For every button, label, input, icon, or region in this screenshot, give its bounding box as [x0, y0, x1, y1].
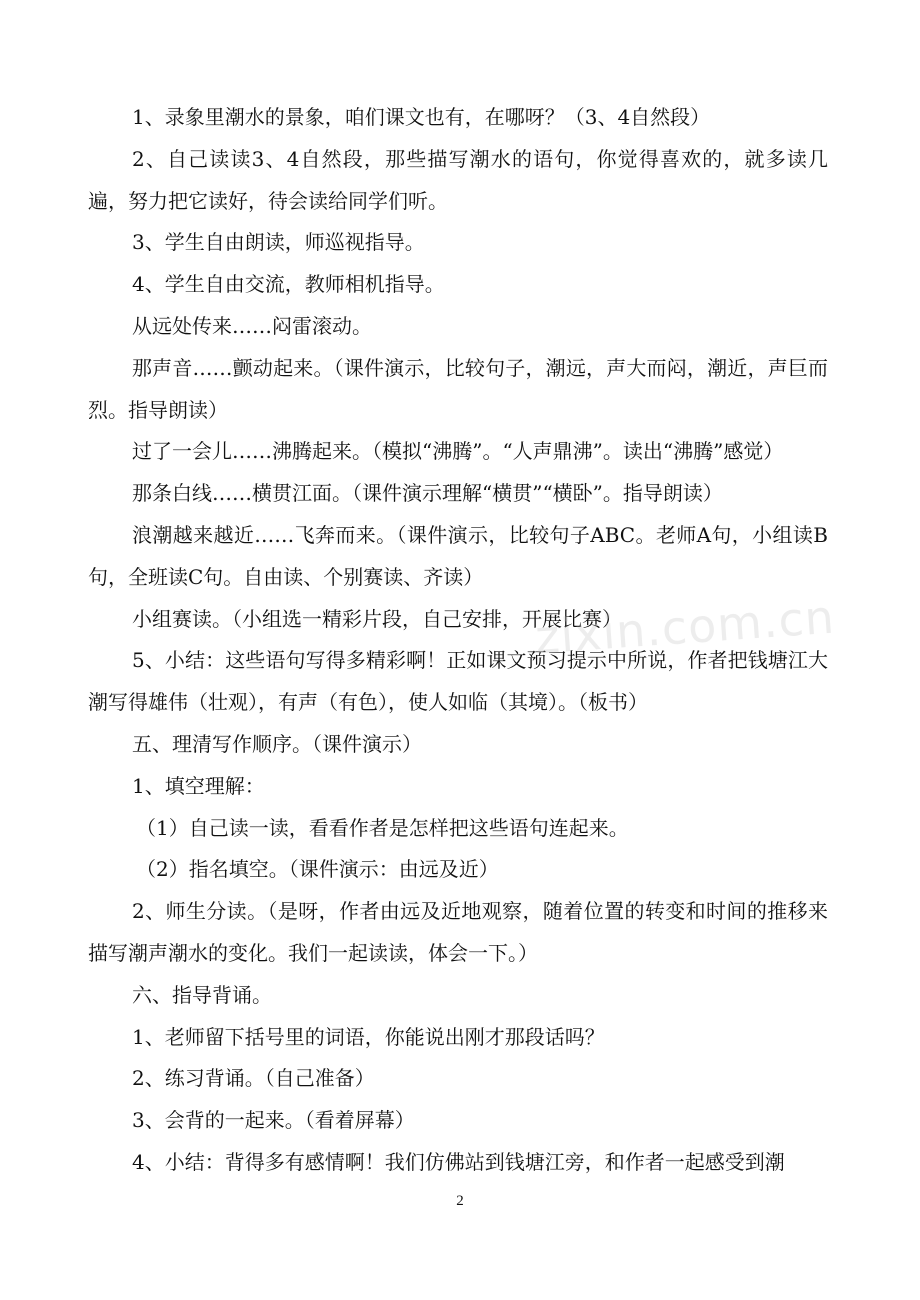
paragraph-20: 3、会背的一起来。（看着屏幕）: [132, 1108, 415, 1133]
paragraph-7: 过了一会儿……沸腾起来。（模拟“沸腾”。“人声鼎沸”。读出“沸腾”感觉）: [132, 439, 784, 464]
section-heading-6: 六、指导背诵。: [132, 982, 272, 1007]
paragraph-5: 从远处传来……闷雷滚动。: [132, 313, 372, 338]
paragraph-4: 4、学生自由交流，教师相机指导。: [132, 272, 445, 297]
watermark: zixin.com.cn: [533, 589, 837, 665]
paragraph-19: 2、练习背诵。（自己准备）: [132, 1066, 375, 1091]
paragraph-14: （1）自己读一读，看看作者是怎样把这些语句连起来。: [136, 815, 629, 840]
paragraph-2: 2、自己读读3、4自然段，那些描写潮水的语句，你觉得喜欢的，就多读几遍，努力把它读好，待会读给同学们听。: [88, 146, 828, 213]
paragraph-10: 小组赛读。（小组选一精彩片段，自己安排，开展比赛）: [132, 606, 622, 631]
section-heading-5: 五、理清写作顺序。（课件演示）: [132, 731, 422, 756]
page-number: 2: [456, 1193, 464, 1209]
paragraph-3: 3、学生自由朗读，师巡视指导。: [132, 230, 425, 255]
paragraph-8: 那条白线……横贯江面。（课件演示理解“横贯”“横卧”。指导朗读）: [132, 481, 723, 506]
paragraph-11: 5、小结：这些语句写得多精彩啊！正如课文预习提示中所说，作者把钱塘江大潮写得雄伟（壮观），有声（有色），使人如临（其境）。（板书）: [88, 648, 828, 715]
paragraph-1: 1、录象里潮水的景象，咱们课文也有，在哪呀？（3、4自然段）: [132, 105, 711, 129]
paragraph-13: 1、填空理解：: [132, 773, 265, 798]
paragraph-15: （2）指名填空。（课件演示：由远及近）: [136, 857, 499, 882]
paragraph-16: 2、师生分读。（是呀，作者由远及近地观察，随着位置的转变和时间的推移来描写潮声潮水的变化。我们一起读读，体会一下。）: [88, 899, 828, 965]
paragraph-6: 那声音……颤动起来。（课件演示，比较句子，潮远，声大而闷，潮近，声巨而烈。指导朗读）: [88, 355, 828, 422]
paragraph-18: 1、老师留下括号里的词语，你能说出刚才那段话吗？: [132, 1024, 605, 1049]
paragraph-21: 4、小结：背得多有感情啊！我们仿佛站到钱塘江旁，和作者一起感受到潮: [132, 1149, 785, 1174]
paragraph-9: 浪潮越来越近……飞奔而来。（课件演示，比较句子ABC。老师A句，小组读B句，全班读C句。自由读、个别赛读、齐读）: [88, 522, 828, 589]
